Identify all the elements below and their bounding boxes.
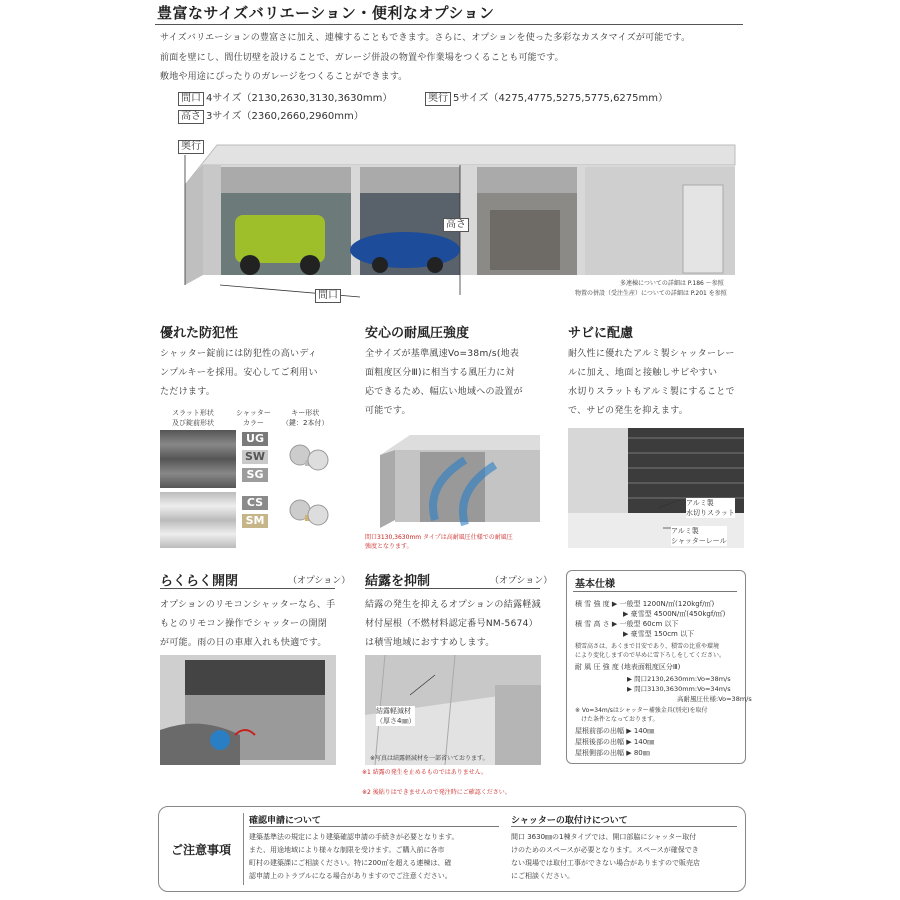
rust-text-3: 水切りスラットもアルミ製にすることで [568, 387, 735, 397]
remote-divider [160, 588, 335, 589]
security-col2-header [236, 408, 271, 428]
depth-sizes [425, 89, 668, 106]
condensation-photo-note: ※写真は結露軽減材を一部省いております。 [370, 755, 489, 762]
condensation-text [365, 596, 545, 653]
spec-line-4: ▶ 豪雪型 150cm 以下 [623, 630, 695, 638]
caution-right-line1: 間口 3630㎜の1棟タイプでは、開口部脇にシャッター取付 [511, 833, 697, 841]
condensation-red-note-1: ※1 結露の発生を止めるものではありません。 [362, 769, 488, 776]
spec-line-7: 耐 風 圧 強 度 (地表面粗度区分Ⅲ) [575, 663, 681, 671]
rust-title: サビに配慮 [568, 326, 634, 341]
col2-line1: シャッター [236, 409, 271, 417]
hero-depth-tag: 奥行 [178, 140, 204, 154]
condensation-label-line1: 結露軽減材 [376, 707, 411, 715]
spec-line-14: 屋根後部の出幅 ▶ 140㎜ [575, 738, 655, 746]
remote-text-2: もとのリモコン操作でシャッターの開閉 [160, 619, 328, 629]
remote-text [160, 596, 340, 653]
caution-right-line2: けのためのスペースが必要となります。スペースが確保でき [511, 846, 699, 854]
color-swatch-ug: UG [242, 432, 268, 446]
caution-right-title: シャッターの取付けについて [511, 816, 628, 826]
condensation-divider [365, 588, 540, 589]
spec-line-12: けた条件となっております。 [581, 716, 659, 723]
wind-text-1: 全サイズが基準風速Vo=38m/s(地表 [365, 349, 520, 359]
caution-right-text [511, 831, 700, 883]
wind-note-1: 間口3130,3630mm タイプは高耐風圧仕様での耐風圧 [365, 534, 513, 541]
condensation-title: 結露を抑制 [365, 574, 431, 589]
wind-note-2: 強度となります。 [365, 543, 413, 550]
color-swatch-sm: SM [242, 514, 268, 528]
hero-width-tag: 間口 [315, 289, 341, 303]
remote-text-3: が可能。雨の日の車庫入れも快適です。 [160, 638, 327, 648]
rust-text-2: ルに加え、地面と接触しサビやすい [568, 368, 718, 378]
remote-text-1: オプションのリモコンシャッターなら、手 [160, 600, 336, 610]
specs-title: 基本仕様 [575, 579, 615, 590]
depth-sizes-text: 5サイズ（4275,4775,5275,5775,6275mm） [453, 93, 669, 104]
hero-depth-label [178, 140, 206, 154]
spec-line-1: 積 雪 強 度 ▶ 一般型 1200N/㎡(120kgf/㎡) [575, 600, 715, 608]
caution-right-line4: にご相談ください。 [511, 872, 574, 880]
width-sizes-text: 4サイズ（2130,2630,3130,3630mm） [206, 93, 393, 104]
condensation-text-1: 結露の発生を抑えるオプションの結露軽減 [365, 600, 541, 610]
col1-line2: 及び錠前形状 [172, 419, 214, 427]
height-sizes [178, 107, 364, 124]
spec-line-6: により変化しますので早めに雪下ろしをしてください。 [575, 652, 726, 659]
caution-heading: ご注意事項 [171, 843, 232, 857]
remote-shutter-image [160, 655, 336, 765]
key-icon [280, 440, 340, 540]
remote-option-tag: （オプション） [288, 576, 351, 586]
hero-note-1: 多連棟についての詳細は P.186 〜参照 [620, 280, 724, 287]
wind-text-2: 面粗度区分Ⅲ)に相当する風圧力に対 [365, 368, 515, 378]
caution-left-title: 確認申請について [249, 816, 321, 826]
intro-line-3: 敷地や用途にぴったりのガレージをつくることができます。 [160, 72, 408, 82]
intro-line-1: サイズバリエーションの豊富さに加え、連棟することもできます。さらに、オプションを使った多彩なカスタマイズが可能です。 [160, 33, 691, 43]
width-sizes [178, 89, 392, 106]
rust-label-2 [671, 526, 727, 546]
caution-left-line2: また、用途地域により様々な制限を受けます。ご購入前に各市 [249, 846, 445, 854]
wind-title: 安心の耐風圧強度 [365, 326, 470, 341]
hero-height-label [443, 218, 471, 232]
spec-line-3: 積 雪 高 さ ▶ 一般型 60cm 以下 [575, 620, 679, 628]
spec-line-15: 屋根側部の出幅 ▶ 80㎜ [575, 749, 650, 757]
section-header [155, 0, 743, 25]
height-tag: 高さ [178, 110, 204, 124]
condensation-option-tag: （オプション） [490, 576, 553, 586]
security-title: 優れた防犯性 [160, 326, 239, 341]
rust-text-1: 耐久性に優れたアルミ製シャッターレー [568, 349, 735, 359]
spec-line-13: 屋根前部の出幅 ▶ 140㎜ [575, 727, 655, 735]
condensation-material-label [376, 706, 415, 726]
rust-text [568, 345, 748, 421]
security-text-1: シャッター錠前には防犯性の高いディ [160, 349, 318, 359]
hero-width-label [315, 289, 343, 303]
caution-left-text [249, 831, 458, 883]
wind-garage-image [365, 430, 540, 530]
rust-label2-line2: シャッターレール [671, 537, 727, 545]
caution-panel [158, 806, 746, 892]
col2-line2: カラー [242, 419, 264, 427]
security-text-2: ンプルキーを採用。安心してご利用い [160, 368, 318, 378]
spec-line-10: 高耐風圧仕様:Vo=38m/s [677, 695, 752, 703]
security-col3-header [282, 408, 328, 428]
wind-text [365, 345, 545, 421]
wind-text-3: 応できるため、幅広い地域への設置が [365, 387, 523, 397]
hero-height-tag: 高さ [443, 218, 469, 232]
color-swatch-cs: CS [242, 496, 268, 510]
caution-right-line3: ない現場では取付工事ができない場合がありますので販売店 [511, 859, 700, 867]
condensation-text-2: 材付屋根（不燃材料認定番号NM-5674） [365, 619, 538, 629]
security-col1-header [172, 408, 214, 428]
spec-line-5: 積雪高さは、あくまで目安であり、積雪の比重や環境 [575, 643, 720, 650]
hero-note-2: 物置の併設（受注生産）についての詳細は P.201 を参照 [575, 290, 727, 297]
condensation-label-line2: （厚さ4㎜） [376, 717, 416, 725]
caution-right-divider [511, 826, 737, 827]
security-text [160, 345, 350, 402]
rust-label1-line1: アルミ製 [686, 499, 714, 507]
caution-vertical-divider [243, 813, 244, 885]
rust-text-4: で、サビの発生を抑えます。 [568, 406, 689, 416]
color-swatch-sg: SG [242, 468, 268, 482]
wind-text-4: 可能です。 [365, 406, 411, 416]
caution-left-divider [249, 826, 499, 827]
condensation-red-note-2: ※2 後貼りはできませんので発注時にご確認ください。 [362, 789, 511, 796]
spec-line-2: ▶ 豪雪型 4500N/㎡(450kgf/㎡) [623, 610, 726, 618]
col3-line1: キー形状 [291, 409, 320, 417]
rust-label-1 [686, 498, 735, 518]
light-slat-image [160, 492, 236, 548]
intro-line-2: 前面を壁にし、間仕切壁を設けることで、ガレージ併設の物置や作業場をつくることも可能です。 [160, 53, 564, 63]
specs-panel [566, 570, 752, 764]
dark-slat-image [160, 430, 236, 488]
color-swatch-sw: SW [242, 450, 268, 464]
wind-note [365, 532, 513, 550]
caution-left-line1: 建築基準法の規定により建築確認申請の手続きが必要となります。 [249, 833, 459, 841]
remote-title: らくらく開閉 [160, 574, 239, 589]
caution-left-line4: 認申請上のトラブルになる場合がありますのでご注意ください。 [249, 872, 452, 880]
spec-line-9: ▶ 間口3130,3630mm:Vo=34m/s [627, 685, 731, 693]
condensation-text-3: は積雪地域におすすめします。 [365, 638, 495, 648]
rust-label1-line2: 水切りスラット [686, 509, 735, 517]
spec-line-11: ※ Vo=34m/sはシャッター補強金具(別売)を取付 [575, 707, 708, 714]
height-sizes-text: 3サイズ（2360,2660,2960mm） [206, 111, 364, 122]
width-tag: 間口 [178, 92, 204, 106]
col1-line1: スラット形状 [172, 409, 214, 417]
col3-line2: （鍵：2本付） [282, 419, 329, 427]
caution-left-line3: 町村の建築課にご相談ください。特に200㎡を超える連棟は、確 [249, 859, 452, 867]
security-text-3: ただけます。 [160, 387, 216, 397]
depth-tag: 奥行 [425, 92, 451, 106]
rust-label2-line1: アルミ製 [671, 527, 699, 535]
page-title: 豊富なサイズバリエーション・便利なオプション [157, 4, 495, 22]
specs-divider [573, 591, 737, 592]
spec-line-8: ▶ 間口2130,2630mm:Vo=38m/s [627, 675, 731, 683]
